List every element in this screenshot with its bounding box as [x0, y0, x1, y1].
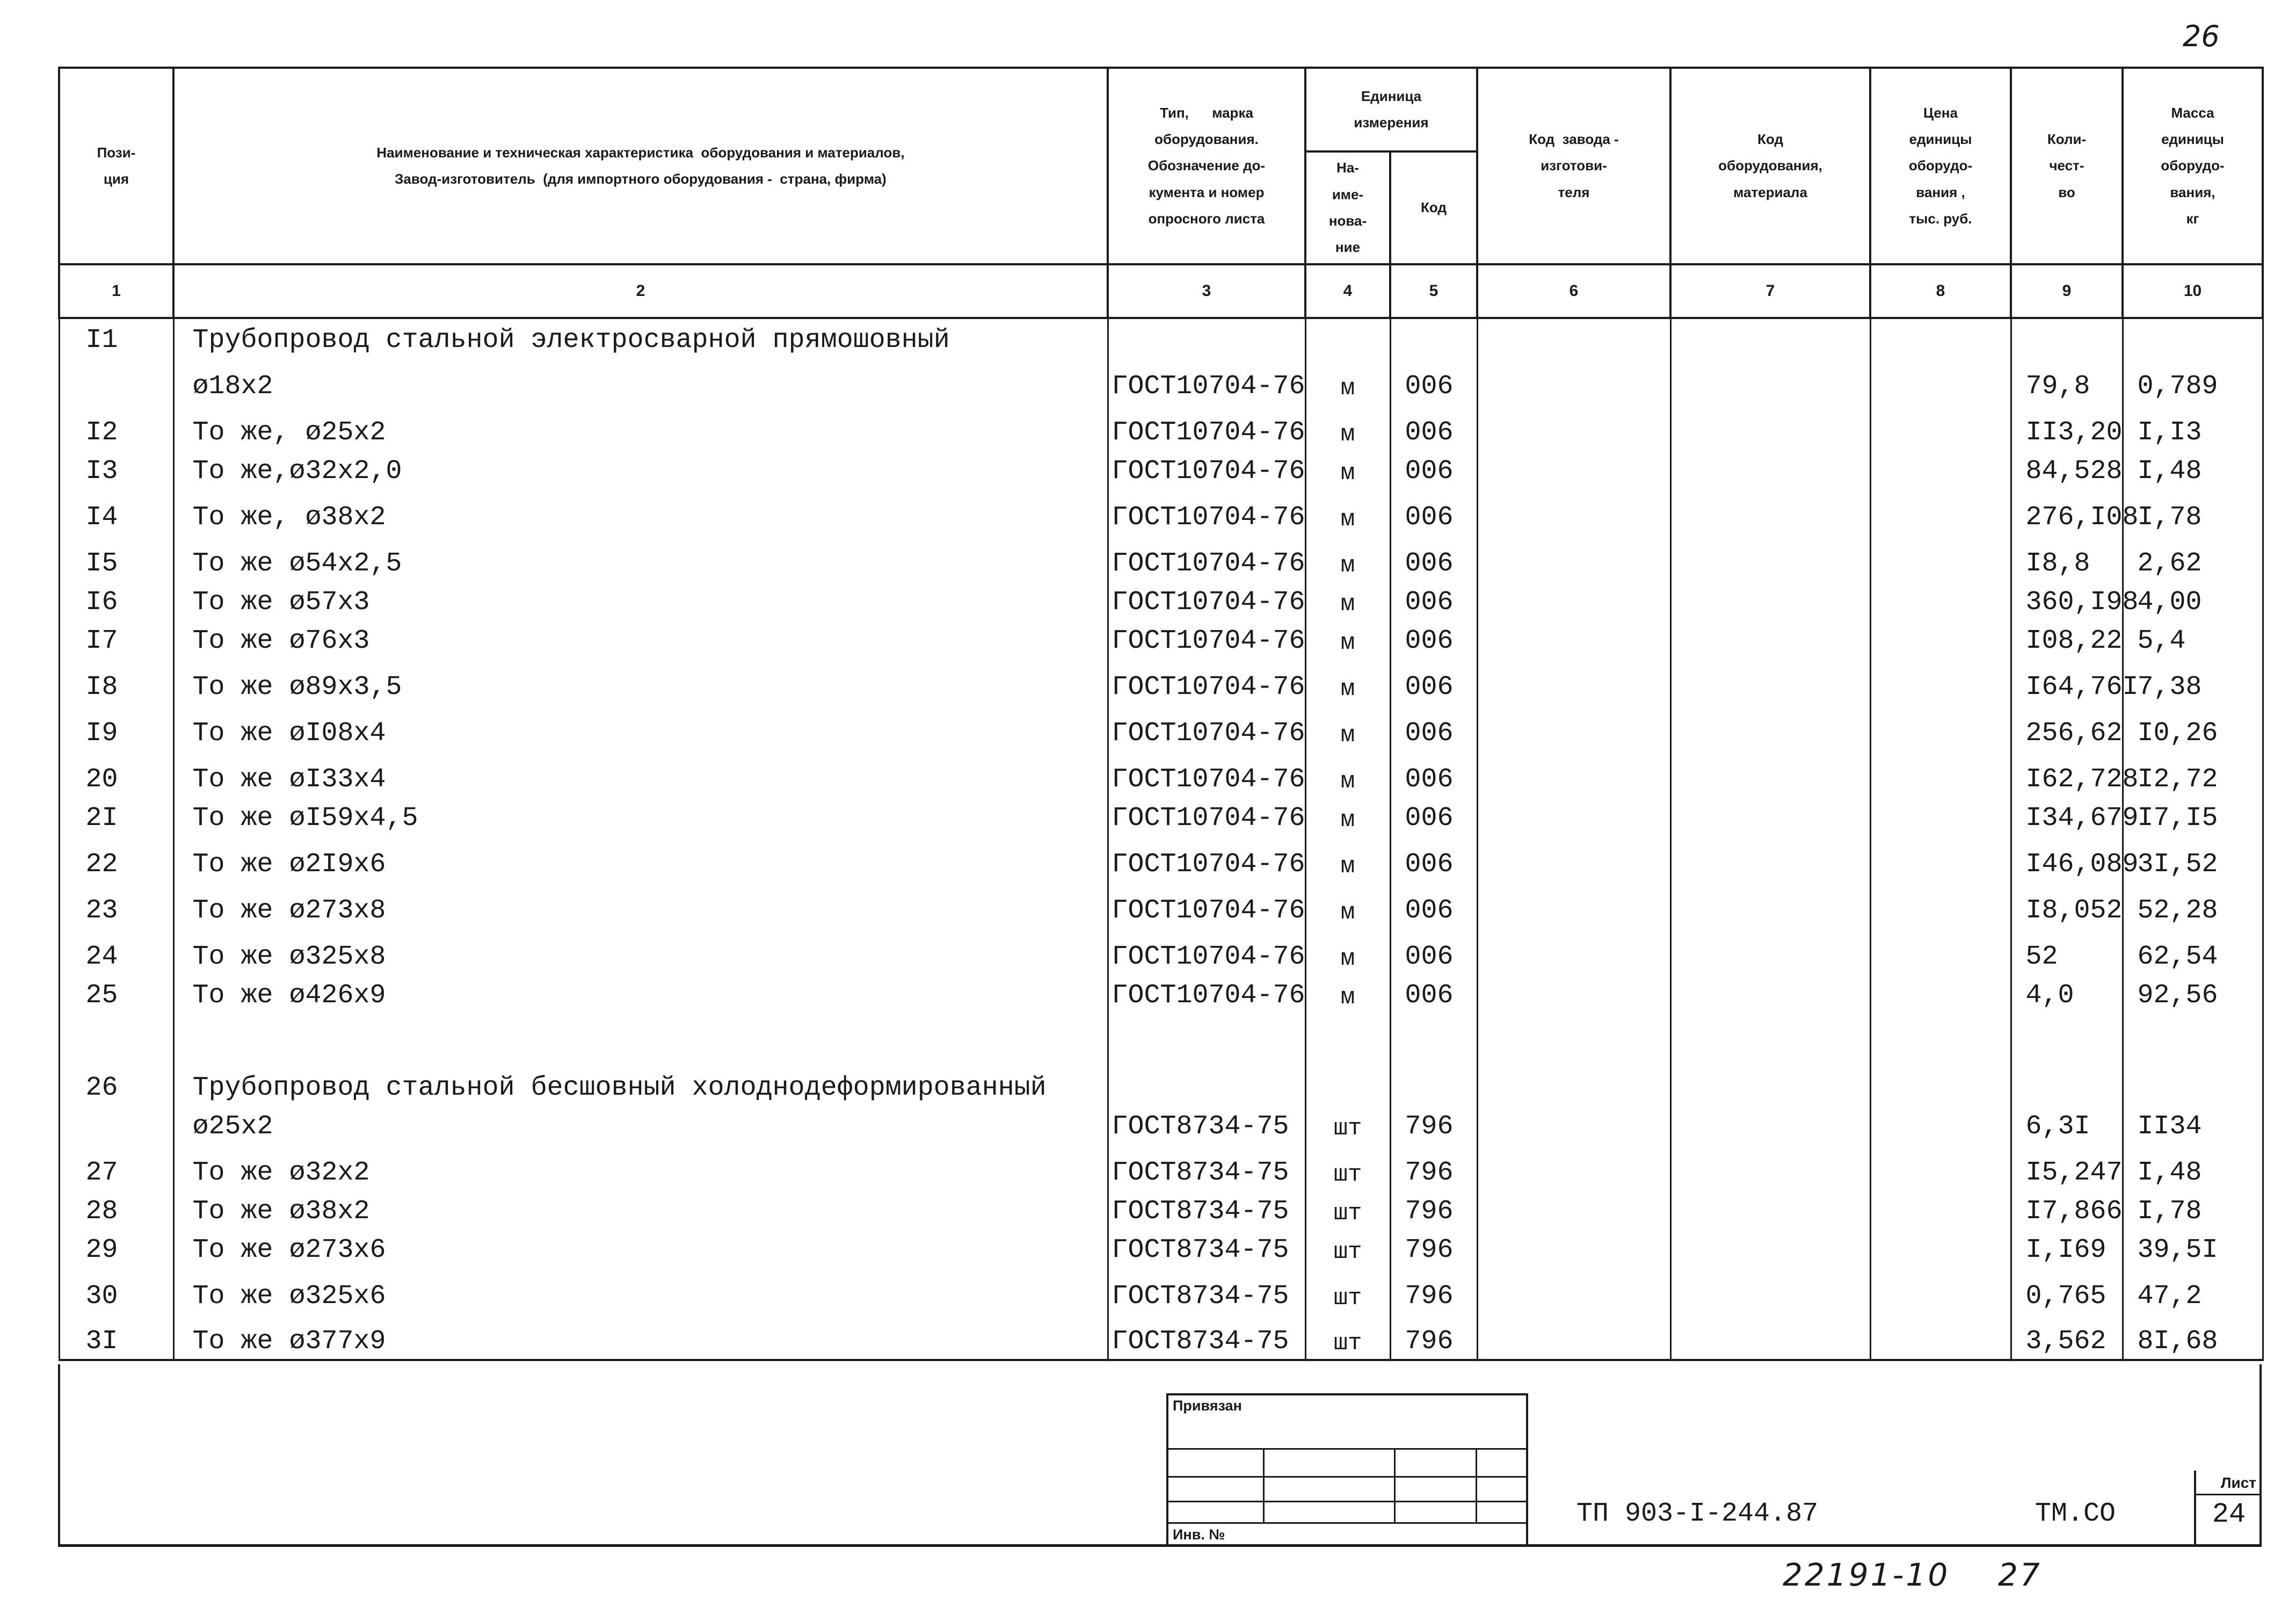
cell-name: То же øI59x4,5 — [173, 797, 1108, 836]
cell-empty-7 — [1670, 581, 1870, 620]
header-mass: Масса единицы оборудо- вания, кг — [2123, 68, 2263, 264]
cell-mass — [2123, 1059, 2263, 1105]
cell-mass: 39,5I — [2123, 1229, 2263, 1268]
cell-pos: I3 — [59, 450, 173, 489]
cell-pos: 26 — [59, 1059, 173, 1105]
cell-empty-8 — [1870, 836, 2011, 882]
cell-mass: I2,72 — [2123, 751, 2263, 797]
cell-mass: 0,789 — [2123, 358, 2263, 404]
cell-empty-8 — [1870, 974, 2011, 1013]
cell-pos: I7 — [59, 620, 173, 659]
cell-empty-7 — [1670, 928, 1870, 974]
header-quantity: Коли- чест- во — [2011, 68, 2123, 264]
sheet-label: Лист — [2196, 1471, 2262, 1495]
cell-pos: I4 — [59, 489, 173, 535]
cell-name: То же ø273x6 — [173, 1229, 1108, 1268]
cell-empty-6 — [1477, 489, 1670, 535]
header-equipment-code: Код оборудования, материала — [1670, 68, 1870, 264]
cell-mass: 92,56 — [2123, 974, 2263, 1013]
cell-pos — [59, 1105, 173, 1144]
cell-unit: м — [1305, 489, 1390, 535]
table-row — [59, 751, 2263, 797]
table-row — [59, 1314, 2263, 1360]
col-number: 9 — [2011, 264, 2123, 318]
cell-empty-8 — [1870, 581, 2011, 620]
col-number: 6 — [1477, 264, 1670, 318]
cell-qty: I8,052 — [2011, 882, 2123, 928]
cell-empty-7 — [1670, 404, 1870, 450]
cell-qty: I08,22 — [2011, 620, 2123, 659]
table-row — [59, 1229, 2263, 1268]
cell-qty: I8,8 — [2011, 535, 2123, 581]
cell-empty-6 — [1477, 659, 1670, 705]
cell-empty-8 — [1870, 1190, 2011, 1229]
cell-mass: 7,38 — [2123, 659, 2263, 705]
cell-doc: ГОСТ10704-76 — [1108, 751, 1305, 797]
cell-mass: I,78 — [2123, 1190, 2263, 1229]
cell-code: 006 — [1390, 882, 1477, 928]
cell-doc: ГОСТ10704-76 — [1108, 535, 1305, 581]
cell-empty-6 — [1477, 581, 1670, 620]
cell-name: То же ø76x3 — [173, 620, 1108, 659]
cell-pos: I5 — [59, 535, 173, 581]
col-number: 5 — [1390, 264, 1477, 318]
cell-code — [1390, 1013, 1477, 1059]
cell-pos: I6 — [59, 581, 173, 620]
cell-empty-6 — [1477, 535, 1670, 581]
cell-pos: 20 — [59, 751, 173, 797]
cell-qty — [2011, 318, 2123, 358]
header-price: Цена единицы оборудо- вания , тыс. руб. — [1870, 68, 2011, 264]
cell-qty: I64,76I — [2011, 659, 2123, 705]
cell-doc: ГОСТ8734-75 — [1108, 1268, 1305, 1314]
cell-name: То же ø2I9x6 — [173, 836, 1108, 882]
cell-qty: I34,679 — [2011, 797, 2123, 836]
cell-doc: ГОСТ8734-75 — [1108, 1314, 1305, 1360]
cell-name: То же, ø38x2 — [173, 489, 1108, 535]
cell-pos: I1 — [59, 318, 173, 358]
cell-unit — [1305, 1059, 1390, 1105]
cell-unit: шт — [1305, 1105, 1390, 1144]
cell-unit: м — [1305, 404, 1390, 450]
cell-empty-6 — [1477, 1268, 1670, 1314]
cell-mass: II34 — [2123, 1105, 2263, 1144]
cell-empty-7 — [1670, 1268, 1870, 1314]
cell-doc: ГОСТ10704-76 — [1108, 358, 1305, 404]
cell-unit: м — [1305, 705, 1390, 751]
cell-mass: I,48 — [2123, 1144, 2263, 1190]
cell-qty: 6,3I — [2011, 1105, 2123, 1144]
cell-empty-6 — [1477, 1144, 1670, 1190]
table-row — [59, 1105, 2263, 1144]
cell-code: 006 — [1390, 659, 1477, 705]
cell-qty — [2011, 1013, 2123, 1059]
cell-empty-7 — [1670, 358, 1870, 404]
cell-empty-7 — [1670, 1059, 1870, 1105]
cell-empty-8 — [1870, 1144, 2011, 1190]
cell-empty-7 — [1670, 659, 1870, 705]
cell-empty-8 — [1870, 404, 2011, 450]
cell-empty-8 — [1870, 1059, 2011, 1105]
table-row — [59, 836, 2263, 882]
cell-empty-7 — [1670, 836, 1870, 882]
cell-unit: м — [1305, 450, 1390, 489]
cell-empty-8 — [1870, 489, 2011, 535]
cell-doc — [1108, 1059, 1305, 1105]
cell-doc: ГОСТ10704-76 — [1108, 581, 1305, 620]
table-row — [59, 1059, 2263, 1105]
cell-mass: I7,I5 — [2123, 797, 2263, 836]
cell-pos: 30 — [59, 1268, 173, 1314]
col-number: 3 — [1108, 264, 1305, 318]
cell-mass: 5,4 — [2123, 620, 2263, 659]
cell-empty-8 — [1870, 1229, 2011, 1268]
cell-qty: 52 — [2011, 928, 2123, 974]
header-position: Пози- ция — [59, 68, 173, 264]
cell-doc: ГОСТ10704-76 — [1108, 797, 1305, 836]
cell-empty-6 — [1477, 751, 1670, 797]
cell-code: 006 — [1390, 797, 1477, 836]
cell-unit: шт — [1305, 1268, 1390, 1314]
table-row — [59, 659, 2263, 705]
cell-code: 796 — [1390, 1268, 1477, 1314]
cell-mass: 47,2 — [2123, 1268, 2263, 1314]
cell-unit: шт — [1305, 1229, 1390, 1268]
cell-empty-8 — [1870, 659, 2011, 705]
cell-unit: м — [1305, 581, 1390, 620]
cell-pos: 29 — [59, 1229, 173, 1268]
cell-unit: м — [1305, 751, 1390, 797]
cell-empty-6 — [1477, 1013, 1670, 1059]
cell-empty-8 — [1870, 1268, 2011, 1314]
table-row — [59, 1190, 2263, 1229]
cell-pos: I9 — [59, 705, 173, 751]
col-number: 2 — [173, 264, 1108, 318]
cell-pos: 24 — [59, 928, 173, 974]
cell-empty-8 — [1870, 882, 2011, 928]
cell-pos: 27 — [59, 1144, 173, 1190]
cell-name: То же ø325x8 — [173, 928, 1108, 974]
cell-empty-7 — [1670, 974, 1870, 1013]
cell-empty-8 — [1870, 705, 2011, 751]
header-factory-code: Код завода - изготови- теля — [1477, 68, 1670, 264]
cell-name: То же ø377x9 — [173, 1314, 1108, 1360]
cell-pos — [59, 1013, 173, 1059]
inventory-label: Инв. № — [1173, 1526, 1225, 1543]
cell-name: Трубопровод стальной электросварной прямошовный — [173, 318, 1108, 358]
cell-name: То же ø32x2 — [173, 1144, 1108, 1190]
cell-pos: 25 — [59, 974, 173, 1013]
cell-doc: ГОСТ8734-75 — [1108, 1229, 1305, 1268]
cell-mass — [2123, 318, 2263, 358]
cell-qty: I5,247 — [2011, 1144, 2123, 1190]
cell-code: 006 — [1390, 974, 1477, 1013]
cell-code: 006 — [1390, 751, 1477, 797]
col-number: 1 — [59, 264, 173, 318]
cell-empty-7 — [1670, 797, 1870, 836]
bottom-frame — [58, 1364, 2262, 1547]
cell-code: 796 — [1390, 1314, 1477, 1360]
cell-empty-7 — [1670, 751, 1870, 797]
col-number: 4 — [1305, 264, 1390, 318]
cell-empty-6 — [1477, 620, 1670, 659]
cell-name: Трубопровод стальной бесшовный холоднодеформированный — [173, 1059, 1108, 1105]
cell-empty-6 — [1477, 1229, 1670, 1268]
header-type: Тип, марка оборудования. Обозначение до- кумента и номер опросного листа — [1108, 68, 1305, 264]
cell-name: То же ø325x6 — [173, 1268, 1108, 1314]
cell-name: То же ø273x8 — [173, 882, 1108, 928]
cell-mass: 52,28 — [2123, 882, 2263, 928]
cell-unit: м — [1305, 797, 1390, 836]
cell-unit: м — [1305, 535, 1390, 581]
cell-empty-8 — [1870, 535, 2011, 581]
table-row — [59, 1268, 2263, 1314]
table-row — [59, 974, 2263, 1013]
cell-mass — [2123, 1013, 2263, 1059]
cell-unit: м — [1305, 358, 1390, 404]
table-row — [59, 797, 2263, 836]
table-row — [59, 404, 2263, 450]
cell-empty-6 — [1477, 882, 1670, 928]
cell-doc: ГОСТ8734-75 — [1108, 1144, 1305, 1190]
cell-code: 796 — [1390, 1229, 1477, 1268]
cell-unit: м — [1305, 620, 1390, 659]
cell-qty: 84,528 — [2011, 450, 2123, 489]
cell-code: 006 — [1390, 404, 1477, 450]
cell-empty-6 — [1477, 1190, 1670, 1229]
bound-label: Привязан — [1173, 1398, 1242, 1414]
cell-empty-8 — [1870, 620, 2011, 659]
cell-doc: ГОСТ8734-75 — [1108, 1190, 1305, 1229]
cell-code: 796 — [1390, 1105, 1477, 1144]
table-row — [59, 489, 2263, 535]
cell-unit: м — [1305, 974, 1390, 1013]
cell-empty-7 — [1670, 535, 1870, 581]
cell-name: То же øI08x4 — [173, 705, 1108, 751]
cell-unit — [1305, 1013, 1390, 1059]
header-name: Наименование и техническая характеристика оборудования и материалов, Завод-изготовитель (для импортного оборудования - страна, фирма) — [173, 68, 1108, 264]
cell-empty-6 — [1477, 1314, 1670, 1360]
cell-mass: 2,62 — [2123, 535, 2263, 581]
cell-qty: I,I69 — [2011, 1229, 2123, 1268]
col-number: 10 — [2123, 264, 2263, 318]
cell-doc: ГОСТ10704-76 — [1108, 450, 1305, 489]
cell-code: 006 — [1390, 836, 1477, 882]
cell-unit: м — [1305, 882, 1390, 928]
cell-doc: ГОСТ10704-76 — [1108, 974, 1305, 1013]
cell-pos: 22 — [59, 836, 173, 882]
cell-code: 006 — [1390, 489, 1477, 535]
cell-mass: 8I,68 — [2123, 1314, 2263, 1360]
header-unit-name: На- име- нова- ние — [1305, 151, 1390, 264]
cell-empty-6 — [1477, 404, 1670, 450]
cell-pos: I8 — [59, 659, 173, 705]
table-row — [59, 1013, 2263, 1059]
cell-mass: 62,54 — [2123, 928, 2263, 974]
cell-empty-7 — [1670, 620, 1870, 659]
document-mark: ТМ.СО — [2035, 1499, 2116, 1529]
cell-code: 006 — [1390, 450, 1477, 489]
cell-pos: 23 — [59, 882, 173, 928]
header-unit-group: Единица измерения — [1305, 68, 1477, 151]
cell-mass: I,48 — [2123, 450, 2263, 489]
cell-mass: 3I,52 — [2123, 836, 2263, 882]
cell-doc: ГОСТ10704-76 — [1108, 882, 1305, 928]
cell-pos — [59, 358, 173, 404]
cell-empty-6 — [1477, 705, 1670, 751]
cell-qty: I46,089 — [2011, 836, 2123, 882]
cell-doc: ГОСТ10704-76 — [1108, 928, 1305, 974]
cell-qty: II3,20 — [2011, 404, 2123, 450]
cell-empty-8 — [1870, 797, 2011, 836]
cell-empty-7 — [1670, 489, 1870, 535]
cell-qty: I62,728 — [2011, 751, 2123, 797]
cell-qty: I7,866 — [2011, 1190, 2123, 1229]
cell-unit: шт — [1305, 1314, 1390, 1360]
handwritten-page-number: 26 — [2183, 19, 2220, 53]
cell-code: 006 — [1390, 581, 1477, 620]
cell-mass: I,78 — [2123, 489, 2263, 535]
table-row — [59, 1144, 2263, 1190]
table-row — [59, 620, 2263, 659]
cell-qty — [2011, 1059, 2123, 1105]
cell-qty: 4,0 — [2011, 974, 2123, 1013]
cell-empty-6 — [1477, 797, 1670, 836]
cell-name: То же,ø32x2,0 — [173, 450, 1108, 489]
cell-doc — [1108, 318, 1305, 358]
cell-name — [173, 1013, 1108, 1059]
cell-code — [1390, 1059, 1477, 1105]
cell-empty-6 — [1477, 450, 1670, 489]
cell-mass: 4,00 — [2123, 581, 2263, 620]
cell-empty-7 — [1670, 1229, 1870, 1268]
cell-unit: м — [1305, 659, 1390, 705]
cell-empty-8 — [1870, 1314, 2011, 1360]
cell-empty-8 — [1870, 1105, 2011, 1144]
cell-name: То же ø426x9 — [173, 974, 1108, 1013]
cell-code — [1390, 318, 1477, 358]
cell-qty: 276,I08 — [2011, 489, 2123, 535]
cell-code: 006 — [1390, 928, 1477, 974]
cell-code: 006 — [1390, 705, 1477, 751]
cell-code: 796 — [1390, 1190, 1477, 1229]
cell-unit: м — [1305, 928, 1390, 974]
cell-qty: 0,765 — [2011, 1268, 2123, 1314]
table-row — [59, 581, 2263, 620]
cell-unit: м — [1305, 836, 1390, 882]
cell-qty: 256,62 — [2011, 705, 2123, 751]
cell-doc: ГОСТ10704-76 — [1108, 705, 1305, 751]
document-code: ТП 903-I-244.87 — [1576, 1499, 1819, 1529]
cell-empty-6 — [1477, 974, 1670, 1013]
cell-name: То же, ø25x2 — [173, 404, 1108, 450]
cell-code: 006 — [1390, 620, 1477, 659]
cell-name: То же ø57x3 — [173, 581, 1108, 620]
cell-pos: 2I — [59, 797, 173, 836]
cell-empty-7 — [1670, 318, 1870, 358]
table-row — [59, 705, 2263, 751]
cell-doc — [1108, 1013, 1305, 1059]
cell-pos: 28 — [59, 1190, 173, 1229]
col-number: 7 — [1670, 264, 1870, 318]
cell-doc: ГОСТ10704-76 — [1108, 659, 1305, 705]
binding-stamp — [1166, 1393, 1528, 1547]
col-number: 8 — [1870, 264, 2011, 318]
table-row — [59, 882, 2263, 928]
cell-name: То же ø54x2,5 — [173, 535, 1108, 581]
cell-name: ø18x2 — [173, 358, 1108, 404]
cell-empty-8 — [1870, 751, 2011, 797]
cell-empty-7 — [1670, 1190, 1870, 1229]
cell-unit — [1305, 318, 1390, 358]
table-row — [59, 318, 2263, 358]
cell-qty: 3,562 — [2011, 1314, 2123, 1360]
sheet-number: 24 — [2212, 1499, 2246, 1530]
cell-empty-7 — [1670, 705, 1870, 751]
table-row — [59, 450, 2263, 489]
cell-mass: I0,26 — [2123, 705, 2263, 751]
cell-empty-6 — [1477, 1059, 1670, 1105]
cell-pos: I2 — [59, 404, 173, 450]
cell-doc: ГОСТ10704-76 — [1108, 836, 1305, 882]
cell-empty-8 — [1870, 358, 2011, 404]
cell-doc: ГОСТ10704-76 — [1108, 489, 1305, 535]
cell-empty-6 — [1477, 836, 1670, 882]
cell-doc: ГОСТ10704-76 — [1108, 404, 1305, 450]
cell-name: То же ø89x3,5 — [173, 659, 1108, 705]
cell-empty-7 — [1670, 1105, 1870, 1144]
table-row — [59, 928, 2263, 974]
cell-empty-7 — [1670, 882, 1870, 928]
cell-code: 006 — [1390, 535, 1477, 581]
cell-name: То же ø38x2 — [173, 1190, 1108, 1229]
cell-empty-7 — [1670, 1013, 1870, 1059]
cell-empty-8 — [1870, 1013, 2011, 1059]
cell-doc: ГОСТ8734-75 — [1108, 1105, 1305, 1144]
cell-code: 796 — [1390, 1144, 1477, 1190]
cell-empty-8 — [1870, 450, 2011, 489]
cell-empty-7 — [1670, 1314, 1870, 1360]
cell-unit: шт — [1305, 1144, 1390, 1190]
cell-pos: 3I — [59, 1314, 173, 1360]
cell-empty-7 — [1670, 450, 1870, 489]
cell-mass: I,I3 — [2123, 404, 2263, 450]
cell-empty-7 — [1670, 1144, 1870, 1190]
cell-name: ø25x2 — [173, 1105, 1108, 1144]
header-unit-code: Код — [1390, 151, 1477, 264]
cell-empty-6 — [1477, 928, 1670, 974]
cell-unit: шт — [1305, 1190, 1390, 1229]
cell-empty-6 — [1477, 318, 1670, 358]
specification-table — [58, 67, 2264, 1361]
handwritten-archive-number: 22191-10 27 — [1783, 1557, 2042, 1593]
cell-qty: 360,I98 — [2011, 581, 2123, 620]
table-row — [59, 535, 2263, 581]
cell-empty-6 — [1477, 358, 1670, 404]
cell-name: То же øI33x4 — [173, 751, 1108, 797]
table-row — [59, 358, 2263, 404]
cell-doc: ГОСТ10704-76 — [1108, 620, 1305, 659]
sheet-box — [2194, 1471, 2262, 1547]
cell-empty-8 — [1870, 928, 2011, 974]
cell-empty-6 — [1477, 1105, 1670, 1144]
cell-empty-8 — [1870, 318, 2011, 358]
cell-code: 006 — [1390, 358, 1477, 404]
cell-qty: 79,8 — [2011, 358, 2123, 404]
